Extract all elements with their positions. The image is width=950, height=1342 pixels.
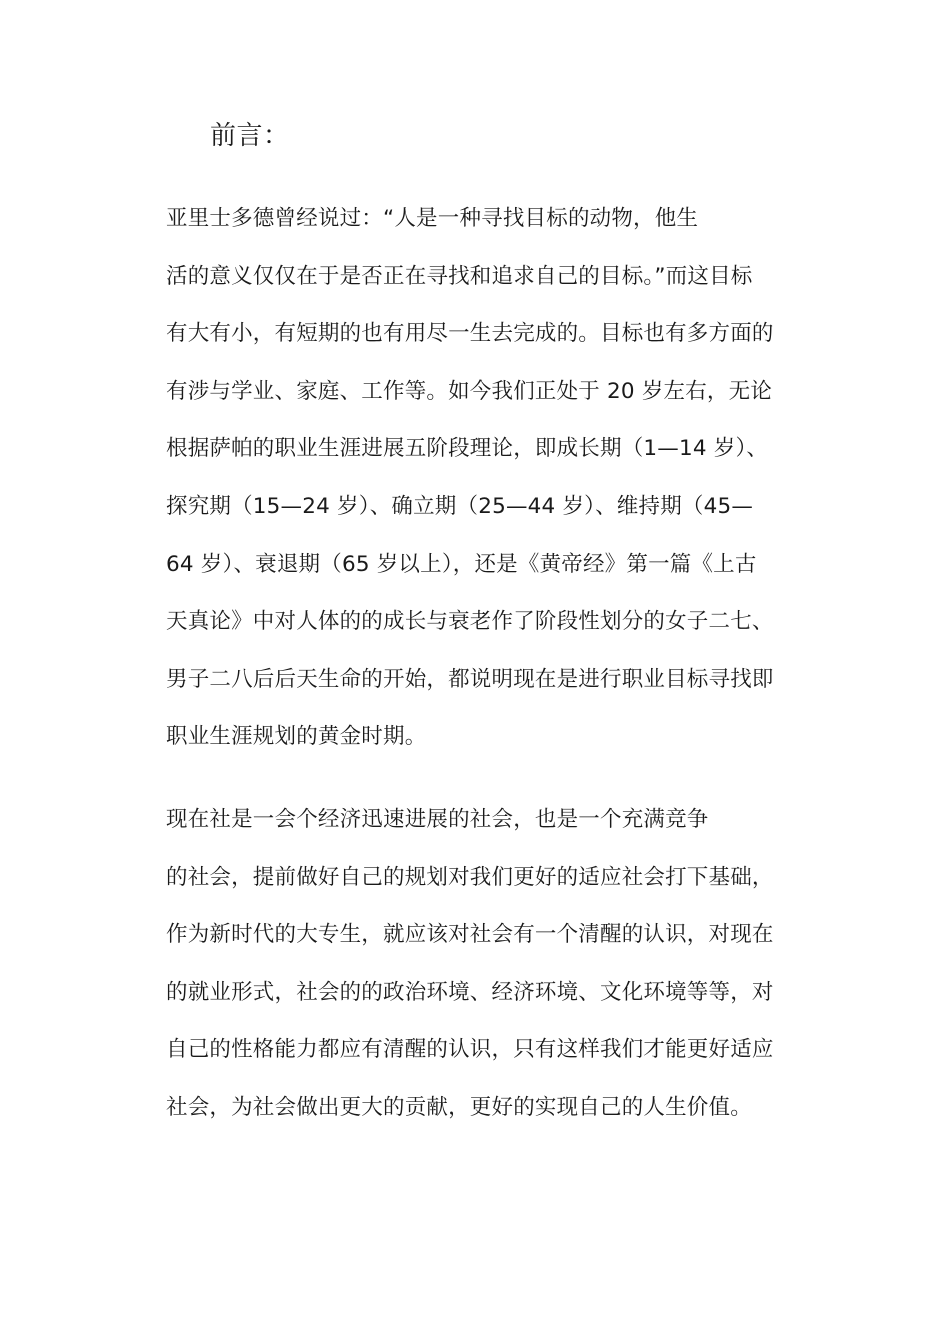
- text-line: 男子二八后后天生命的开始，都说明现在是进行职业目标寻找即: [166, 666, 774, 692]
- text-line: 探究期（15—24 岁）、确立期（25—44 岁）、维持期（45—: [166, 493, 754, 519]
- text-line: 有涉与学业、家庭、工作等。如今我们正处于 20 岁左右，无论: [166, 378, 773, 404]
- text-line: 亚里士多德曾经说过：“人是一种寻找目标的动物，他生: [166, 206, 699, 231]
- text-line: 职业生涯规划的黄金时期。: [166, 724, 427, 750]
- text-line: 作为新时代的大专生，就应该对社会有一个清醒的认识，对现在: [166, 922, 774, 948]
- document-heading: 前言：: [210, 121, 290, 151]
- text-line: 天真论》中对人体的的成长与衰老作了阶段性划分的女子二七、: [166, 609, 774, 635]
- paragraph-introduction: [166, 190, 806, 766]
- text-line: 社会，为社会做出更大的贡献，更好的实现自己的人生价值。: [166, 1094, 752, 1120]
- text-line: 自己的性格能力都应有清醒的认识，只有这样我们才能更好适应: [166, 1037, 774, 1063]
- text-line: 现在社是一会个经济迅速进展的社会，也是一个充满竞争: [166, 807, 709, 832]
- text-line: 64 岁）、衰退期（65 岁以上），还是《黄帝经》第一篇《上古: [166, 551, 757, 577]
- paragraph-society: [166, 791, 806, 1137]
- text-line: 根据萨帕的职业生涯进展五阶段理论，即成长期（1—14 岁）、: [166, 436, 769, 462]
- text-line: 的社会，提前做好自己的规划对我们更好的适应社会打下基础，: [166, 864, 774, 890]
- text-line: 有大有小，有短期的也有用尽一生去完成的。目标也有多方面的: [166, 321, 774, 347]
- text-line: 活的意义仅仅在于是否正在寻找和追求自己的目标。”而这目标: [166, 263, 753, 289]
- text-line: 的就业形式，社会的的政治环境、经济环境、文化环境等等，对: [166, 979, 774, 1005]
